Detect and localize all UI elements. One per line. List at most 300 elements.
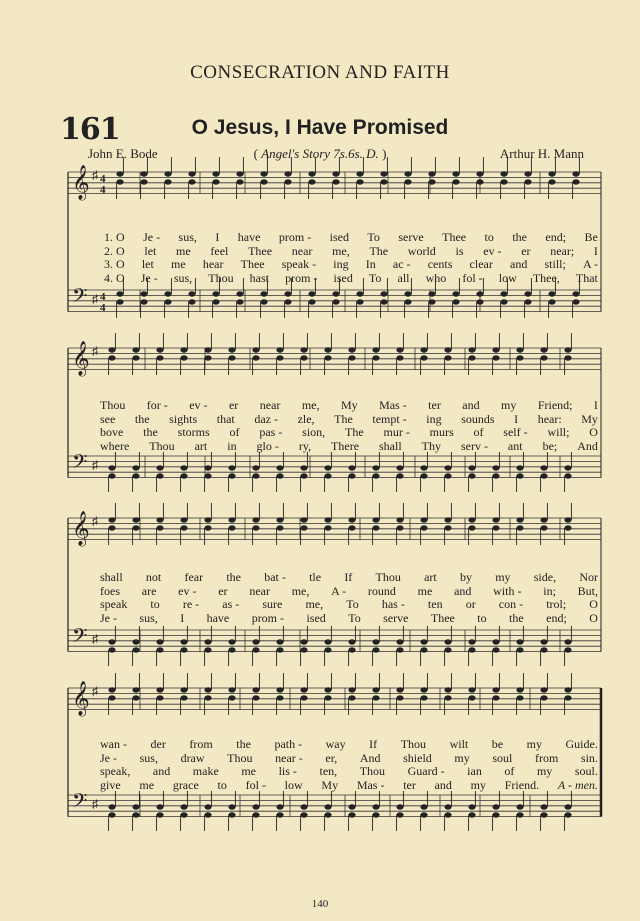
lyric-syllable: the [509, 610, 524, 625]
lyric-syllable: hear: [537, 411, 562, 426]
note-head [396, 517, 403, 522]
lyric-line [100, 439, 598, 454]
note-head [564, 347, 571, 352]
lyric-syllable: ing [426, 411, 442, 426]
note-head [540, 347, 547, 352]
note-head [404, 171, 411, 176]
note-head [180, 695, 187, 700]
note-head [132, 347, 139, 352]
lyric-syllable: the [226, 570, 241, 584]
lyric-syllable: mur - [383, 425, 410, 439]
note-head [108, 687, 115, 692]
note-head [444, 465, 451, 470]
note-head [276, 687, 283, 692]
lyric-syllable: wan - [100, 737, 127, 751]
lyric-syllable: sus, [139, 610, 158, 625]
note-head [324, 804, 331, 809]
note-head [492, 355, 499, 360]
lyric-syllable: I [593, 398, 598, 412]
note-head [276, 525, 283, 530]
note-head [236, 171, 243, 176]
note-head [156, 355, 163, 360]
note-head [156, 465, 163, 470]
lyric-syllable: grace [172, 777, 199, 792]
lyric-syllable: be [491, 737, 504, 751]
lyric-syllable: Thee [248, 243, 273, 258]
note-head [372, 647, 379, 652]
sharp-icon: ♯ [92, 632, 98, 646]
lyric-syllable: have [206, 610, 230, 625]
lyric-syllable: has - [381, 597, 405, 611]
note-head [564, 465, 571, 470]
note-head [276, 647, 283, 652]
note-head [156, 347, 163, 352]
note-head [324, 812, 331, 817]
note-head [548, 179, 555, 184]
lyric-syllable: are [141, 583, 157, 598]
note-head [284, 179, 291, 184]
lyric-syllable: and [152, 764, 171, 778]
lyric-syllable: hear [202, 257, 224, 271]
note-head [260, 291, 267, 296]
note-head [132, 355, 139, 360]
lyric-syllable: near - [275, 750, 303, 765]
note-head [420, 525, 427, 530]
note-head [228, 525, 235, 530]
note-head [180, 517, 187, 522]
lyric-syllable: Je - [100, 610, 117, 625]
sharp-icon: ♯ [92, 684, 98, 698]
lyric-syllable: O [589, 610, 598, 625]
note-head [156, 647, 163, 652]
lyric-syllable: is [455, 243, 464, 258]
sharp-icon: ♯ [92, 514, 98, 528]
hymn-title: O Jesus, I Have Promised [191, 116, 449, 139]
note-head [180, 687, 187, 692]
note-head [468, 804, 475, 809]
note-head [260, 179, 267, 184]
sharp-icon: ♯ [92, 292, 98, 306]
lyric-syllable: Thee [240, 257, 265, 271]
note-head [548, 171, 555, 176]
lyric-syllable: end; [546, 610, 567, 625]
note-head [204, 517, 211, 522]
lyric-syllable: er [521, 243, 531, 258]
note-head [492, 695, 499, 700]
lyric-syllable: 4. O [104, 270, 125, 285]
lyric-syllable: who [425, 270, 447, 285]
note-head [132, 804, 139, 809]
note-head [300, 647, 307, 652]
note-head [252, 525, 259, 530]
lyric-syllable: self - [503, 425, 528, 439]
note-head [380, 179, 387, 184]
note-head [540, 473, 547, 478]
note-head [140, 291, 147, 296]
note-head [540, 647, 547, 652]
note-head [156, 525, 163, 530]
note-head [228, 347, 235, 352]
note-head [156, 517, 163, 522]
note-head [444, 517, 451, 522]
lyric-syllable: ised [329, 230, 349, 244]
note-head [332, 171, 339, 176]
time-signature: 4 [100, 302, 106, 314]
lyric-syllable: Be [584, 230, 598, 244]
note-head [444, 525, 451, 530]
lyric-syllable: will; [547, 425, 570, 439]
lyric-syllable: Guard - [407, 764, 445, 778]
note-head [444, 687, 451, 692]
note-head [332, 299, 339, 304]
note-head [284, 299, 291, 304]
lyric-syllable: A - [331, 583, 347, 598]
note-head [252, 647, 259, 652]
lyric-syllable: me [176, 243, 191, 258]
lyric-syllable: from [534, 750, 559, 765]
note-head [228, 473, 235, 478]
note-head [132, 639, 139, 644]
note-head [444, 812, 451, 817]
lyric-syllable: my [501, 398, 517, 412]
note-head [252, 347, 259, 352]
lyric-syllable: Je - [143, 230, 161, 244]
lyric-syllable: To [368, 270, 382, 285]
note-head [428, 179, 435, 184]
lyric-syllable: draw [180, 750, 205, 765]
lyric-syllable: The [334, 411, 353, 426]
note-head [380, 171, 387, 176]
lyric-syllable: my [536, 764, 553, 778]
note-head [420, 355, 427, 360]
note-head [300, 812, 307, 817]
lyric-syllable: serve [398, 230, 424, 244]
lyric-syllable: shield [403, 750, 432, 765]
lyric-syllable: O [589, 597, 598, 611]
note-head [372, 355, 379, 360]
note-head [156, 473, 163, 478]
note-head [540, 639, 547, 644]
lyric-syllable: 3. O [104, 257, 125, 271]
lyric-syllable: round [367, 583, 396, 598]
lyric-syllable: speak - [281, 257, 317, 271]
lyric-syllable: daz - [254, 411, 278, 426]
note-head [444, 473, 451, 478]
note-head [372, 804, 379, 809]
note-head [396, 687, 403, 692]
note-head [204, 647, 211, 652]
tune-meter: 7s.6s. D. [333, 146, 379, 161]
note-head [524, 299, 531, 304]
lyric-syllable: cents [427, 257, 453, 271]
note-head [164, 179, 171, 184]
lyric-syllable: sin. [580, 750, 598, 765]
lyric-syllable: fol - [462, 270, 483, 285]
lyric-syllable: give [100, 777, 121, 792]
lyric-syllable: ter [428, 398, 441, 412]
lyric-syllable: The [345, 425, 364, 439]
lyric-syllable: Guide. [565, 737, 598, 751]
note-head [180, 639, 187, 644]
note-head [300, 465, 307, 470]
note-head [108, 812, 115, 817]
note-head [300, 525, 307, 530]
note-head [348, 804, 355, 809]
lyric-syllable: path - [274, 737, 303, 751]
lyric-syllable: And [359, 750, 381, 765]
note-head [324, 517, 331, 522]
lyric-syllable: Mas - [379, 398, 407, 412]
note-head [540, 355, 547, 360]
lyric-syllable: Thou [375, 570, 401, 584]
lyric-syllable: I [514, 411, 519, 426]
note-head [108, 517, 115, 522]
note-head [396, 804, 403, 809]
note-head [356, 291, 363, 296]
note-head [204, 695, 211, 700]
note-head [132, 812, 139, 817]
note-head [452, 291, 459, 296]
note-head [524, 171, 531, 176]
lyric-syllable: in; [543, 583, 556, 598]
lyric-syllable: sounds [461, 411, 495, 426]
note-head [356, 179, 363, 184]
lyric-syllable: near [259, 398, 281, 412]
note-head [284, 171, 291, 176]
note-head [564, 517, 571, 522]
note-head [444, 647, 451, 652]
note-head [156, 695, 163, 700]
note-head [396, 525, 403, 530]
note-head [228, 687, 235, 692]
note-head [468, 355, 475, 360]
note-head [180, 804, 187, 809]
lyric-syllable: make [192, 764, 219, 778]
note-head [468, 347, 475, 352]
lyric-syllable: or [465, 597, 476, 611]
note-head [500, 291, 507, 296]
lyric-syllable: sus, [139, 750, 158, 765]
lyric-syllable: ev - [178, 583, 197, 598]
note-head [444, 639, 451, 644]
note-head [348, 525, 355, 530]
note-head [396, 465, 403, 470]
note-head [372, 525, 379, 530]
note-head [300, 687, 307, 692]
treble-clef-icon: 𝄞 [72, 511, 90, 546]
lyric-syllable: shall [100, 570, 123, 584]
note-head [492, 465, 499, 470]
lyric-syllable: tempt - [372, 411, 407, 426]
note-head [468, 517, 475, 522]
lyric-syllable: Thee [430, 610, 455, 625]
note-head [212, 299, 219, 304]
lyric-syllable: to [477, 610, 487, 625]
lyric-syllable: of [229, 425, 240, 439]
lyric-syllable: sus, [173, 270, 193, 285]
note-head [540, 804, 547, 809]
note-head [324, 647, 331, 652]
note-head [300, 695, 307, 700]
note-head [396, 647, 403, 652]
note-head [420, 517, 427, 522]
lyric-syllable: be; [542, 438, 558, 453]
lyric-syllable: me, [332, 243, 350, 258]
note-head [252, 473, 259, 478]
lyric-syllable: soul. [574, 764, 598, 778]
note-head [500, 179, 507, 184]
sharp-icon: ♯ [92, 458, 98, 472]
note-head [356, 299, 363, 304]
note-head [540, 525, 547, 530]
lyric-syllable: let [144, 243, 157, 258]
note-head [108, 804, 115, 809]
note-head [524, 291, 531, 296]
lyric-syllable: Thou [400, 737, 427, 751]
lyric-syllable: low [498, 270, 517, 285]
note-head [516, 473, 523, 478]
note-head [252, 812, 259, 817]
lyric-line [104, 271, 598, 286]
note-head [372, 812, 379, 817]
lyric-syllable: sion, [302, 425, 326, 439]
lyric-syllable: clear [469, 257, 493, 271]
note-head [324, 355, 331, 360]
note-head [276, 804, 283, 809]
lyric-syllable: and [462, 398, 480, 412]
lyric-syllable: near [291, 243, 313, 258]
note-head [276, 695, 283, 700]
lyric-syllable: my [470, 777, 487, 792]
note-head [348, 355, 355, 360]
note-head [572, 179, 579, 184]
note-head [420, 804, 427, 809]
note-head [300, 355, 307, 360]
lyric-syllable: speak, [100, 764, 131, 778]
lyric-syllable: ry, [298, 438, 312, 453]
lyric-syllable: of [504, 764, 515, 778]
lyric-syllable: Thee [442, 230, 467, 244]
note-head [348, 647, 355, 652]
note-head [516, 812, 523, 817]
note-head [236, 291, 243, 296]
lyric-syllable: That [575, 270, 598, 285]
lyric-syllable: ten, [319, 764, 338, 778]
lyric-syllable: art [424, 570, 437, 584]
lyric-syllable: prom - [251, 610, 285, 625]
note-head [572, 171, 579, 176]
note-head [108, 347, 115, 352]
note-head [252, 355, 259, 360]
lyric-syllable: that [216, 411, 235, 426]
note-head [164, 299, 171, 304]
note-head [324, 639, 331, 644]
note-head [468, 473, 475, 478]
lyric-syllable: me, [301, 398, 320, 412]
note-head [228, 804, 235, 809]
note-head [468, 647, 475, 652]
note-head [420, 639, 427, 644]
note-head [396, 695, 403, 700]
lyric-syllable: near [249, 583, 270, 598]
note-head [516, 355, 523, 360]
note-head [132, 647, 139, 652]
note-head [524, 179, 531, 184]
note-head [372, 465, 379, 470]
note-head [180, 473, 187, 478]
lyric-syllable: To [348, 610, 361, 625]
bass-clef-icon: 𝄢 [72, 450, 88, 478]
lyric-syllable: to [484, 230, 494, 244]
note-head [164, 291, 171, 296]
lyric-syllable: Je - [100, 750, 117, 765]
lyric-syllable: The [369, 243, 389, 258]
note-head [452, 299, 459, 304]
note-head [324, 687, 331, 692]
note-head [396, 347, 403, 352]
lyric-syllable: Nor [579, 570, 598, 584]
lyric-syllable: me [417, 583, 433, 598]
note-head [188, 291, 195, 296]
lyric-syllable: re - [182, 597, 200, 611]
lyric-syllable: pas - [259, 425, 283, 439]
note-head [252, 687, 259, 692]
lyric-syllable: still; [544, 257, 566, 271]
treble-clef-icon: 𝄞 [72, 681, 90, 716]
lyric-syllable: 1. O [104, 230, 125, 244]
note-head [572, 291, 579, 296]
lyric-syllable: to [217, 777, 227, 792]
note-head [468, 687, 475, 692]
note-head [204, 812, 211, 817]
lyric-syllable: bove [100, 425, 124, 439]
note-head [140, 179, 147, 184]
lyric-syllable: trol; [546, 597, 567, 611]
note-head [236, 179, 243, 184]
lyric-syllable: have [237, 230, 261, 244]
note-head [212, 179, 219, 184]
lyric-syllable: ing [333, 257, 349, 271]
note-head [348, 347, 355, 352]
lyric-syllable: bat - [264, 570, 286, 584]
note-head [156, 639, 163, 644]
treble-clef-icon: 𝄞 [72, 165, 90, 200]
note-head [516, 687, 523, 692]
note-head [308, 291, 315, 296]
note-head [140, 171, 147, 176]
note-head [132, 465, 139, 470]
lyric-syllable: There [331, 438, 360, 453]
lyric-syllable: let [141, 257, 154, 271]
note-head [116, 171, 123, 176]
note-head [204, 355, 211, 360]
note-head [516, 465, 523, 470]
note-head [228, 517, 235, 522]
sharp-icon: ♯ [92, 168, 98, 182]
note-head [380, 299, 387, 304]
note-head [180, 812, 187, 817]
lyric-syllable: side, [533, 570, 557, 584]
note-head [324, 525, 331, 530]
lyric-syllable: Mas - [356, 777, 385, 792]
note-head [228, 639, 235, 644]
note-head [108, 355, 115, 360]
lyric-syllable: my [454, 750, 470, 765]
note-head [212, 291, 219, 296]
note-head [380, 291, 387, 296]
note-head [252, 639, 259, 644]
note-head [476, 179, 483, 184]
